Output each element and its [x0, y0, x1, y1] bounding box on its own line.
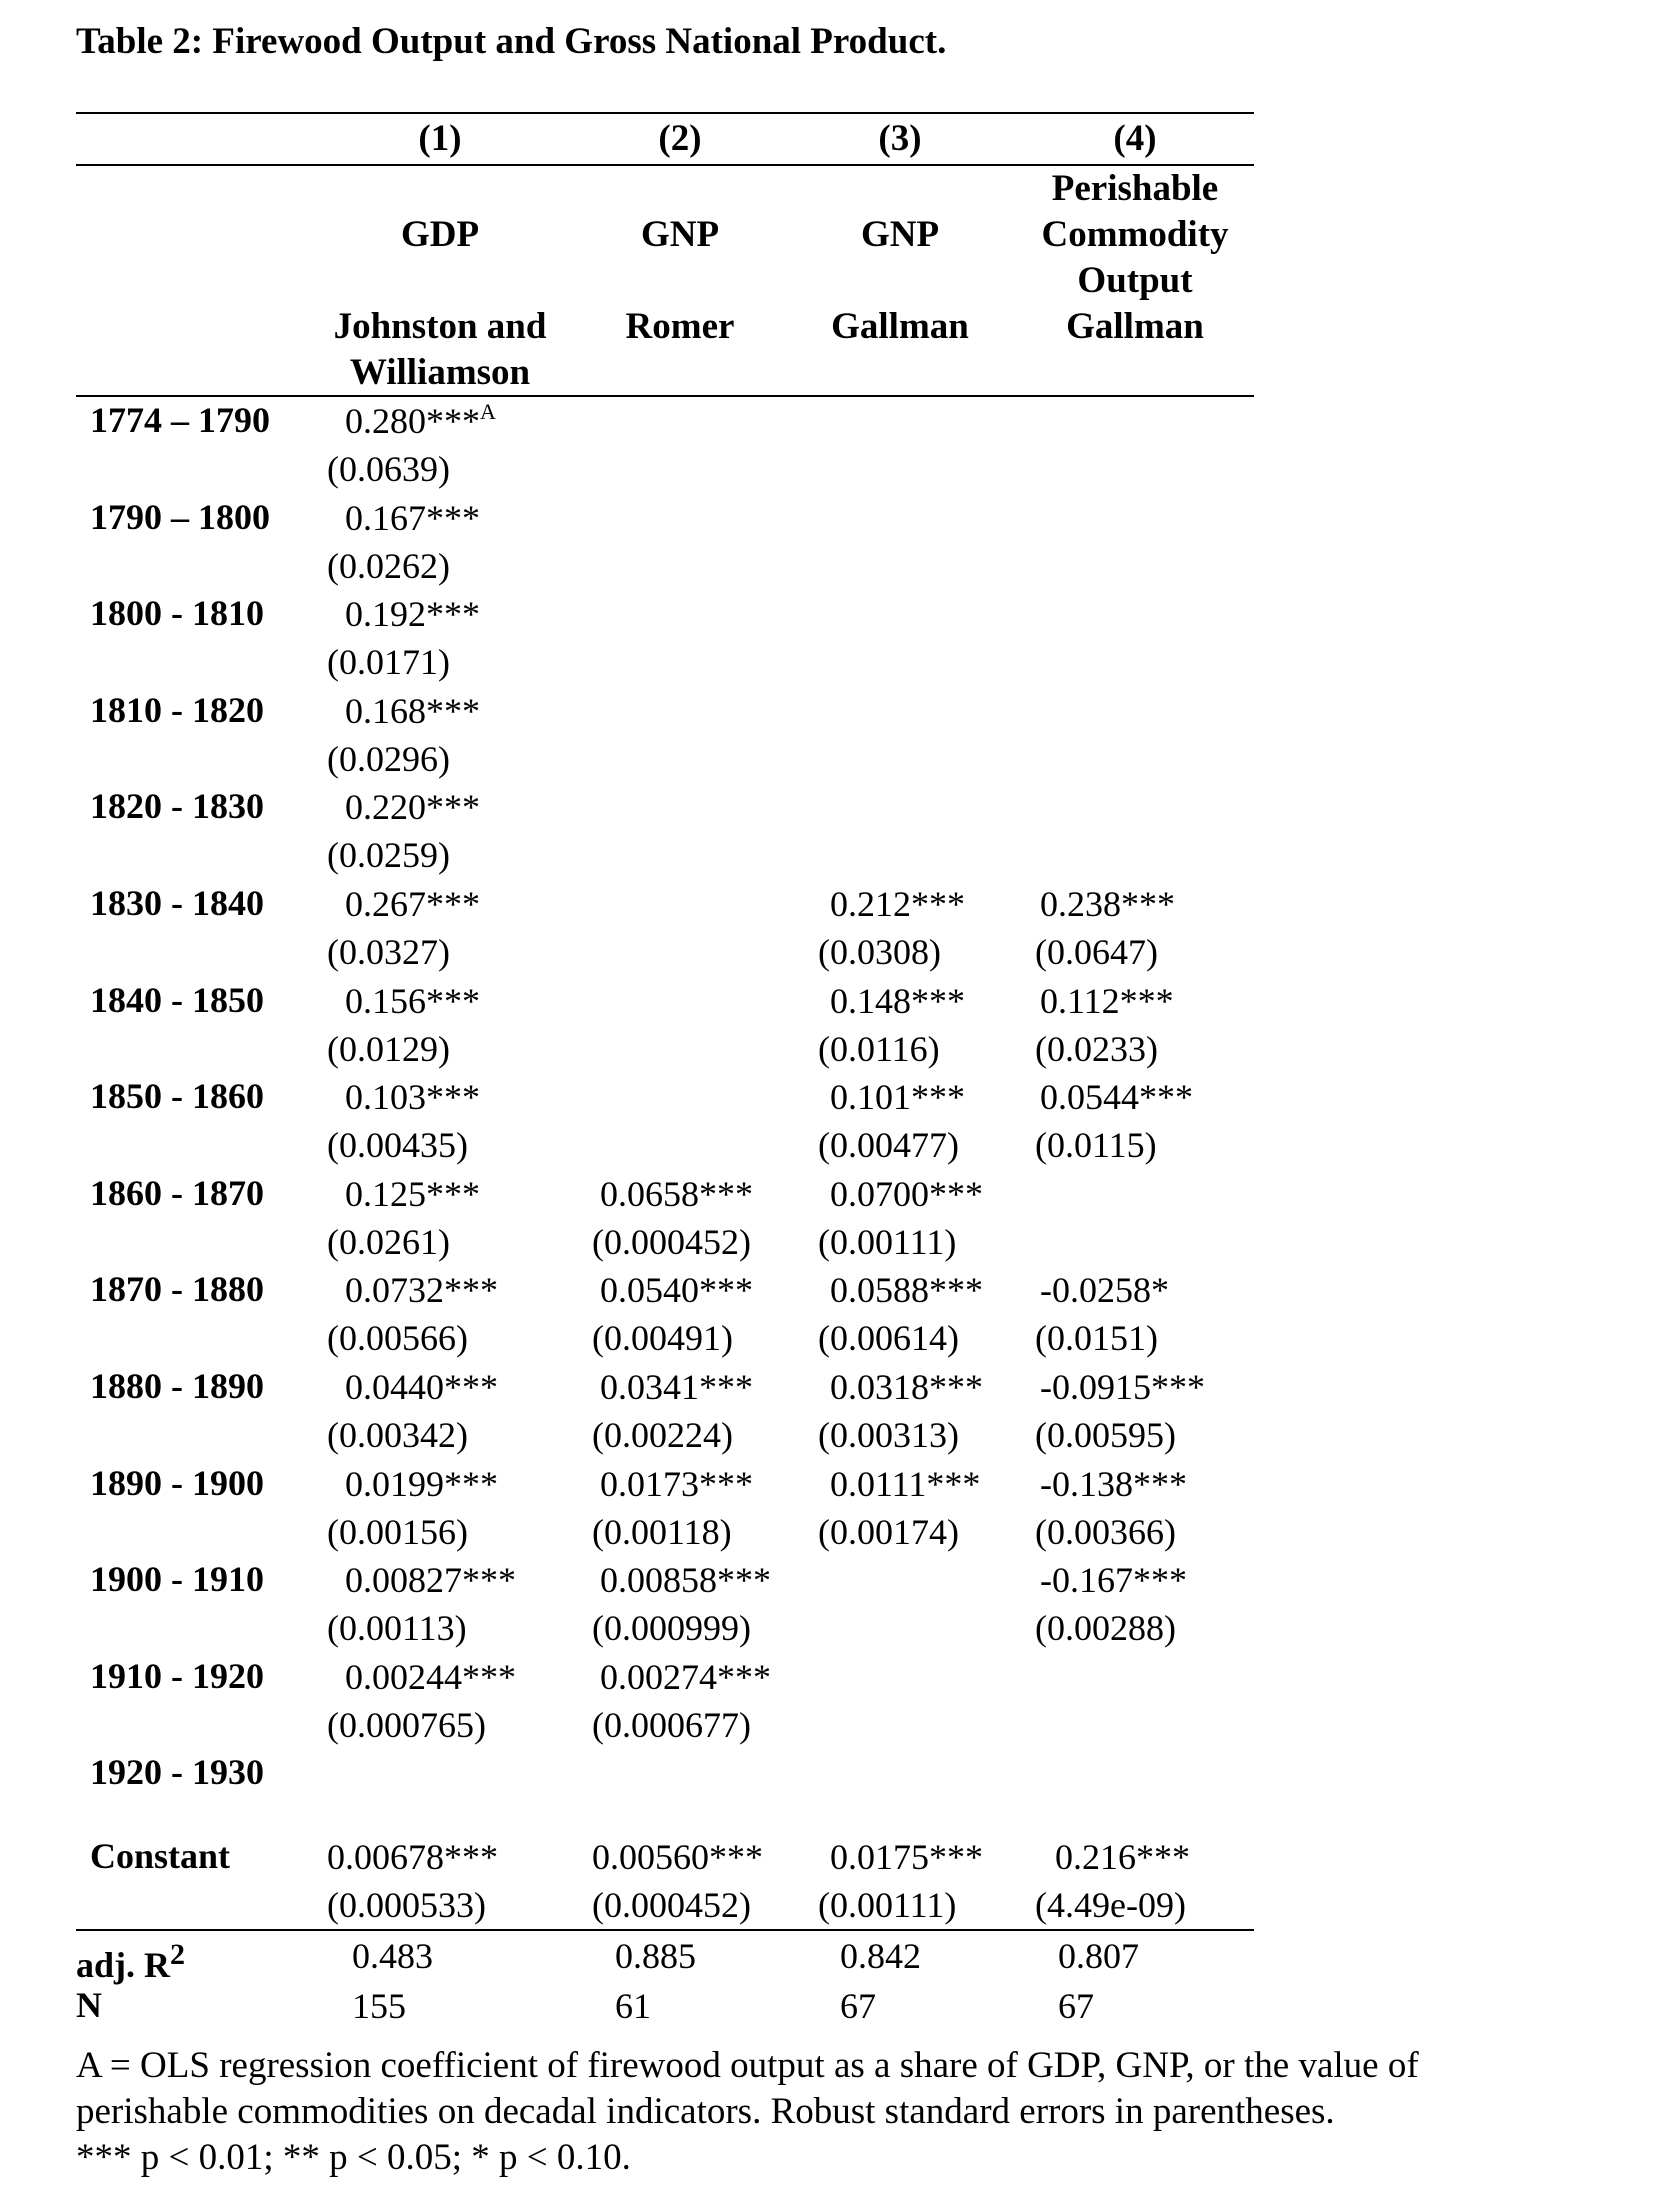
stat-value: 0.807: [1058, 1936, 1139, 1976]
std-error-cell: (0.00313): [818, 1415, 959, 1455]
col1-measure: GDP: [400, 214, 480, 255]
row-label: 1890 - 1900: [90, 1462, 264, 1503]
coefficient-cell: 0.192***: [345, 594, 480, 635]
std-error-cell: (0.0129): [327, 1028, 450, 1069]
std-error-cell: (0.00366): [1035, 1511, 1176, 1552]
row-label: 1774 – 1790: [90, 400, 270, 440]
constant-coefficient: 0.00678***: [327, 1837, 498, 1877]
std-error-cell: (0.00435): [327, 1125, 468, 1166]
row-label: 1900 - 1910: [90, 1559, 264, 1600]
coefficient-cell: 0.0318***: [830, 1367, 983, 1407]
col3-measure: GNP: [860, 214, 940, 255]
coefficient-cell-superscript: A: [480, 399, 496, 424]
stat-value: 0.842: [840, 1936, 921, 1976]
constant-coefficient: 0.00560***: [592, 1837, 763, 1877]
std-error-cell: (0.00477): [818, 1125, 959, 1166]
col4-source: Gallman: [1066, 306, 1204, 347]
col1-source: Johnston and Williamson: [333, 306, 547, 393]
std-error-cell: (0.000999): [592, 1608, 751, 1649]
constant-label: Constant: [90, 1836, 231, 1876]
coefficient-cell: 0.267***: [345, 884, 480, 924]
coefficient-cell: 0.125***: [345, 1173, 480, 1214]
row-label: 1870 - 1880: [90, 1269, 264, 1310]
std-error-cell: (0.00566): [327, 1318, 468, 1359]
row-label: 1830 - 1840: [90, 883, 264, 923]
col4-measure: Perishable Commodity Output: [1041, 168, 1229, 301]
coefficient-cell: -0.167***: [1040, 1560, 1187, 1601]
row-label: 1910 - 1920: [90, 1655, 264, 1696]
std-error-cell: (0.0115): [1035, 1125, 1157, 1166]
table-note-2: perishable commodities on decadal indicators. Robust standard errors in parentheses.: [76, 2091, 1335, 2132]
row-label: 1810 - 1820: [90, 689, 264, 730]
std-error-cell: (0.000677): [592, 1704, 751, 1745]
std-error-cell: (0.00595): [1035, 1415, 1176, 1455]
col3-source: Gallman: [831, 306, 969, 347]
coefficient-cell: 0.168***: [345, 690, 480, 731]
stat-label-superscript: 2: [170, 1938, 186, 1971]
std-error-cell: (0.000452): [592, 1221, 751, 1262]
top-rule: [76, 112, 1254, 114]
std-error-cell: (0.00118): [592, 1511, 732, 1552]
coefficient-cell: 0.0341***: [600, 1367, 753, 1407]
std-error-cell: (0.0296): [327, 738, 450, 779]
stat-value: 0.885: [615, 1936, 696, 1976]
constant-std-error: (0.00111): [818, 1885, 957, 1925]
std-error-cell: (0.00491): [592, 1318, 733, 1359]
std-error-cell: (0.00174): [818, 1511, 959, 1552]
coefficient-cell: 0.148***: [830, 980, 965, 1021]
stat-value: 61: [615, 1986, 651, 2026]
row-label: 1790 – 1800: [90, 496, 270, 537]
stat-value: 67: [840, 1986, 876, 2026]
coefficient-cell: 0.280***$^A$: [345, 399, 496, 441]
stat-value: 155: [352, 1986, 406, 2026]
std-error-cell: (0.0308): [818, 932, 941, 972]
coefficient-cell: 0.0540***: [600, 1270, 753, 1311]
std-error-cell: (0.0151): [1035, 1318, 1158, 1359]
col4-number: (4): [1113, 118, 1157, 159]
constant-coefficient: 0.216***: [1055, 1837, 1190, 1877]
std-error-cell: (0.00156): [327, 1511, 468, 1552]
std-error-cell: (0.00342): [327, 1415, 468, 1455]
coefficient-cell: 0.101***: [830, 1077, 965, 1118]
std-error-cell: (0.0233): [1035, 1028, 1158, 1069]
col3-number: (3): [878, 118, 922, 159]
stat-value: 0.483: [352, 1936, 433, 1976]
constant-std-error: (0.000533): [327, 1885, 486, 1925]
table-title: Table 2: Firewood Output and Gross National Product.: [76, 21, 947, 62]
coefficient-cell: 0.156***: [345, 980, 480, 1021]
std-error-cell: (0.0259): [327, 835, 450, 876]
row-label: 1820 - 1830: [90, 786, 264, 827]
coefficient-cell: 0.112***: [1040, 980, 1174, 1021]
coefficient-cell: -0.138***: [1040, 1463, 1187, 1504]
coefficient-cell: 0.0544***: [1040, 1077, 1193, 1118]
constant-std-error: (4.49e-09): [1035, 1885, 1186, 1925]
coefficient-cell: 0.167***: [345, 497, 480, 538]
coefficient-cell: -0.0915***: [1040, 1367, 1205, 1407]
coefficient-cell: 0.220***: [345, 787, 480, 828]
std-error-cell: (0.0261): [327, 1221, 450, 1262]
coefficient-cell: 0.0658***: [600, 1173, 753, 1214]
std-error-cell: (0.00113): [327, 1608, 467, 1649]
row-label: 1850 - 1860: [90, 1076, 264, 1117]
coefficient-cell: 0.00244***: [345, 1656, 516, 1697]
stats-rule: [76, 1929, 1254, 1931]
stat-label: N: [76, 1985, 102, 2025]
std-error-cell: (0.0327): [327, 932, 450, 972]
std-error-cell: (0.0647): [1035, 932, 1158, 972]
coefficient-cell: 0.103***: [345, 1077, 480, 1118]
coefficient-cell: -0.0258*: [1040, 1270, 1169, 1311]
coefficient-cell: 0.0199***: [345, 1463, 498, 1504]
row-label: 1800 - 1810: [90, 593, 264, 634]
col2-measure: GNP: [640, 214, 720, 255]
std-error-cell: (0.00111): [818, 1221, 957, 1262]
table-note-1: A = OLS regression coefficient of firewood output as a share of GDP, GNP, or the value of: [76, 2045, 1419, 2086]
constant-coefficient: 0.0175***: [830, 1837, 983, 1877]
coefficient-cell: 0.238***: [1040, 884, 1175, 924]
coefficient-cell: 0.0173***: [600, 1463, 753, 1504]
table-note-3: *** p < 0.01; ** p < 0.05; * p < 0.10.: [76, 2137, 631, 2178]
stat-value: 67: [1058, 1986, 1094, 2026]
coefficient-cell: 0.00858***: [600, 1560, 771, 1601]
std-error-cell: (0.00614): [818, 1318, 959, 1359]
coefficient-cell: 0.0732***: [345, 1270, 498, 1311]
coefficient-cell: 0.212***: [830, 884, 965, 924]
coefficient-cell: 0.00274***: [600, 1656, 771, 1697]
coefficient-cell: 0.0111***: [830, 1463, 981, 1504]
col1-number: (1): [418, 118, 462, 159]
std-error-cell: (0.000765): [327, 1704, 486, 1745]
row-label: 1920 - 1930: [90, 1752, 264, 1793]
std-error-cell: (0.0262): [327, 545, 450, 586]
row-label: 1860 - 1870: [90, 1172, 264, 1213]
coefficient-cell: 0.0700***: [830, 1173, 983, 1214]
coefficient-cell: 0.0440***: [345, 1367, 498, 1407]
std-error-cell: (0.0116): [818, 1028, 940, 1069]
col2-source: Romer: [625, 306, 735, 347]
row-label: 1840 - 1850: [90, 979, 264, 1020]
coefficient-cell: 0.00827***: [345, 1560, 516, 1601]
col2-number: (2): [658, 118, 702, 159]
std-error-cell: (0.00224): [592, 1415, 733, 1455]
stat-label: adj. $R^2$: [76, 1938, 186, 1985]
constant-std-error: (0.000452): [592, 1885, 751, 1925]
std-error-cell: (0.00288): [1035, 1608, 1176, 1649]
std-error-cell: (0.0639): [327, 449, 450, 489]
row-label: 1880 - 1890: [90, 1366, 264, 1406]
std-error-cell: (0.0171): [327, 642, 450, 683]
coefficient-cell: 0.0588***: [830, 1270, 983, 1311]
